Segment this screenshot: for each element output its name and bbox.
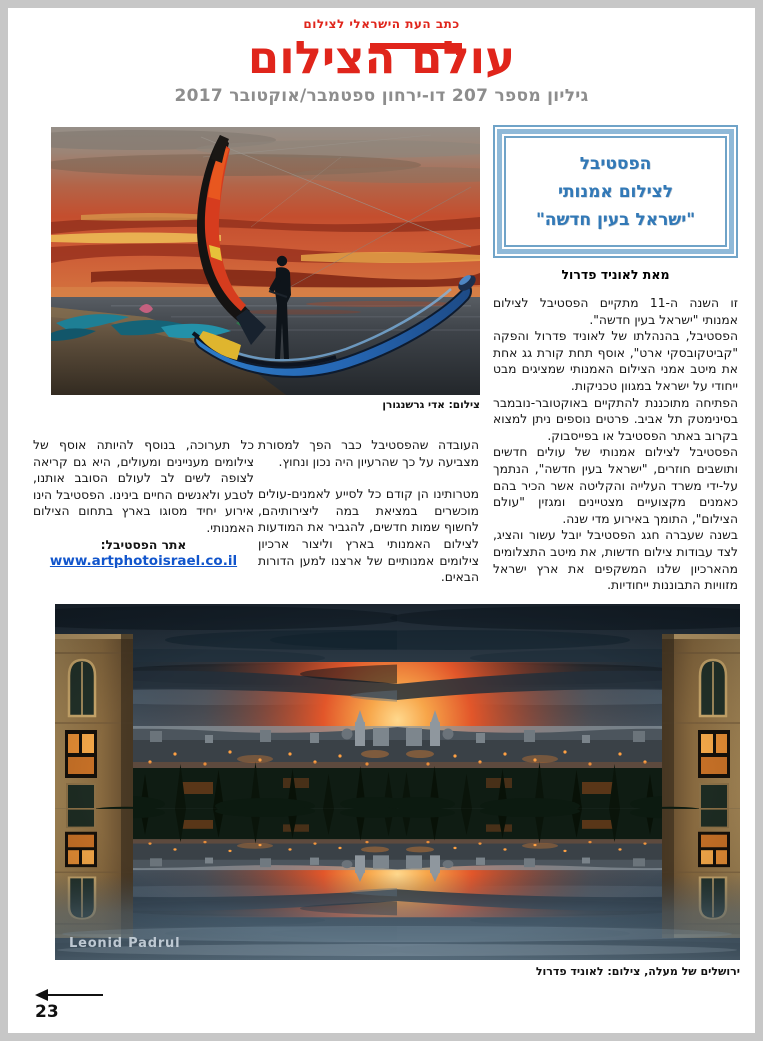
jerusalem-panorama-photo (55, 604, 740, 960)
festival-announcement-box (493, 125, 738, 258)
article-paragraph: זו השנה ה-11 מתקיים הפסטיבל לצילום אמנותי "ישראל בעין חדשה". (493, 296, 739, 327)
festival-title-line1: הפסטיבל (579, 153, 652, 174)
logo-frame-decoration (370, 43, 462, 55)
article-paragraph: הפתיחה מתוכננת להתקיים באוקטובר-נובמבר בסינימטק תל אביב. פרטים נוספים ניתן למצוא בקרוב באתר הפסטיבל או בפייסבוק. (493, 395, 738, 443)
article-paragraph: העובדה שהפסטיבל כבר הפך למסורת מצביעה על כך שהרעיון היה נכון ונחוץ. (258, 438, 479, 469)
jerusalem-photo-illustration (55, 604, 740, 960)
festival-title-line3: "ישראל בעין חדשה" (535, 209, 696, 230)
article-column-left (33, 437, 254, 570)
box-outer-border (493, 125, 738, 258)
magazine-logo: עולם הצילום (247, 31, 516, 84)
issue-line: גיליון מספר 207 דו-ירחון ספטמבר/אוקטובר 2017 (174, 86, 589, 106)
article-column-right (493, 295, 738, 594)
festival-site-link-wrap (33, 553, 254, 570)
festival-title-line2: לצילום אמנותי (557, 181, 674, 202)
kite-photo-illustration (51, 127, 480, 395)
article-paragraph: הפסטיבל, בהנהלתו של לאוניד פדרול והפקה "קביטקובסקי ארט", אוסף תחת קורת גג אחת את מיטב אמני הצילום האמנותי שמציגים מבט ייחודי על ישראל במגוון טכניקות. (493, 329, 738, 393)
box-middle-border (497, 129, 734, 254)
page-sheet (8, 8, 755, 1033)
festival-site-link[interactable]: www.artphotoisrael.co.il (49, 553, 238, 570)
article-paragraph: בשנה שעברה חגג הפסטיבל יובל עשור והציג, לצד עבודות צילום חדשות, את מיטב התצלומים מהארכיון שלנו המשקפים את ארץ ישראל מזוויות התבוננות ייחודיות. (493, 528, 738, 593)
kite-sunset-photo (51, 127, 480, 395)
article-paragraph: כל תערוכה, בנוסף להיותה אוסף של צילומים מעניינים ומעולים, היא גם קריאה לצופה לשים לב לעולם הסובב אותנו, לטבע ולאנשים החיים בינינו. הפסטיבל הינו אירוע יחיד מסוגו בארץ בתחום הצילום האמנותי. (33, 438, 254, 535)
box-inner-border (504, 136, 727, 247)
back-arrow-icon (35, 989, 105, 1001)
photographer-watermark: Leonid Padrul (69, 936, 181, 951)
article-column-middle (258, 437, 479, 586)
festival-site-label: אתר הפסטיבל: (100, 537, 187, 552)
jerusalem-photo-caption: ירושלים של מעלה, צילום: לאוניד פדרול (535, 965, 740, 978)
article-paragraph: מטרותינו הן קודם כל לסייע לאמנים-עולים מוכשרים במציאת במה ליצירותיהם, לחשוף שמות חדשים, להגביר את המודעות לצילום האמנותי בארץ וליצור ארכיון צילומים אמנותיים של ארצנו למען הדורות הבאים. (258, 487, 479, 585)
kite-photo-caption: צילום: אדי גרשנגורן (382, 399, 480, 411)
article-byline: מאת לאוניד פדרול (561, 267, 670, 282)
page-number: 23 (35, 1002, 59, 1022)
masthead-tagline: כתב העת הישראלי לצילום (303, 17, 460, 31)
article-paragraph: הפסטיבל לצילום אמנותי של עולים חדשים ותושבים חוזרים, "ישראל בעין חדשה", הנתמך על-ידי משרד העלייה והקליטה אשר הכיר בהם כאמנים מקצועיים מצטיינים ומגזין "עולם הצילום", התומך באירוע מדי שנה. (493, 445, 738, 526)
